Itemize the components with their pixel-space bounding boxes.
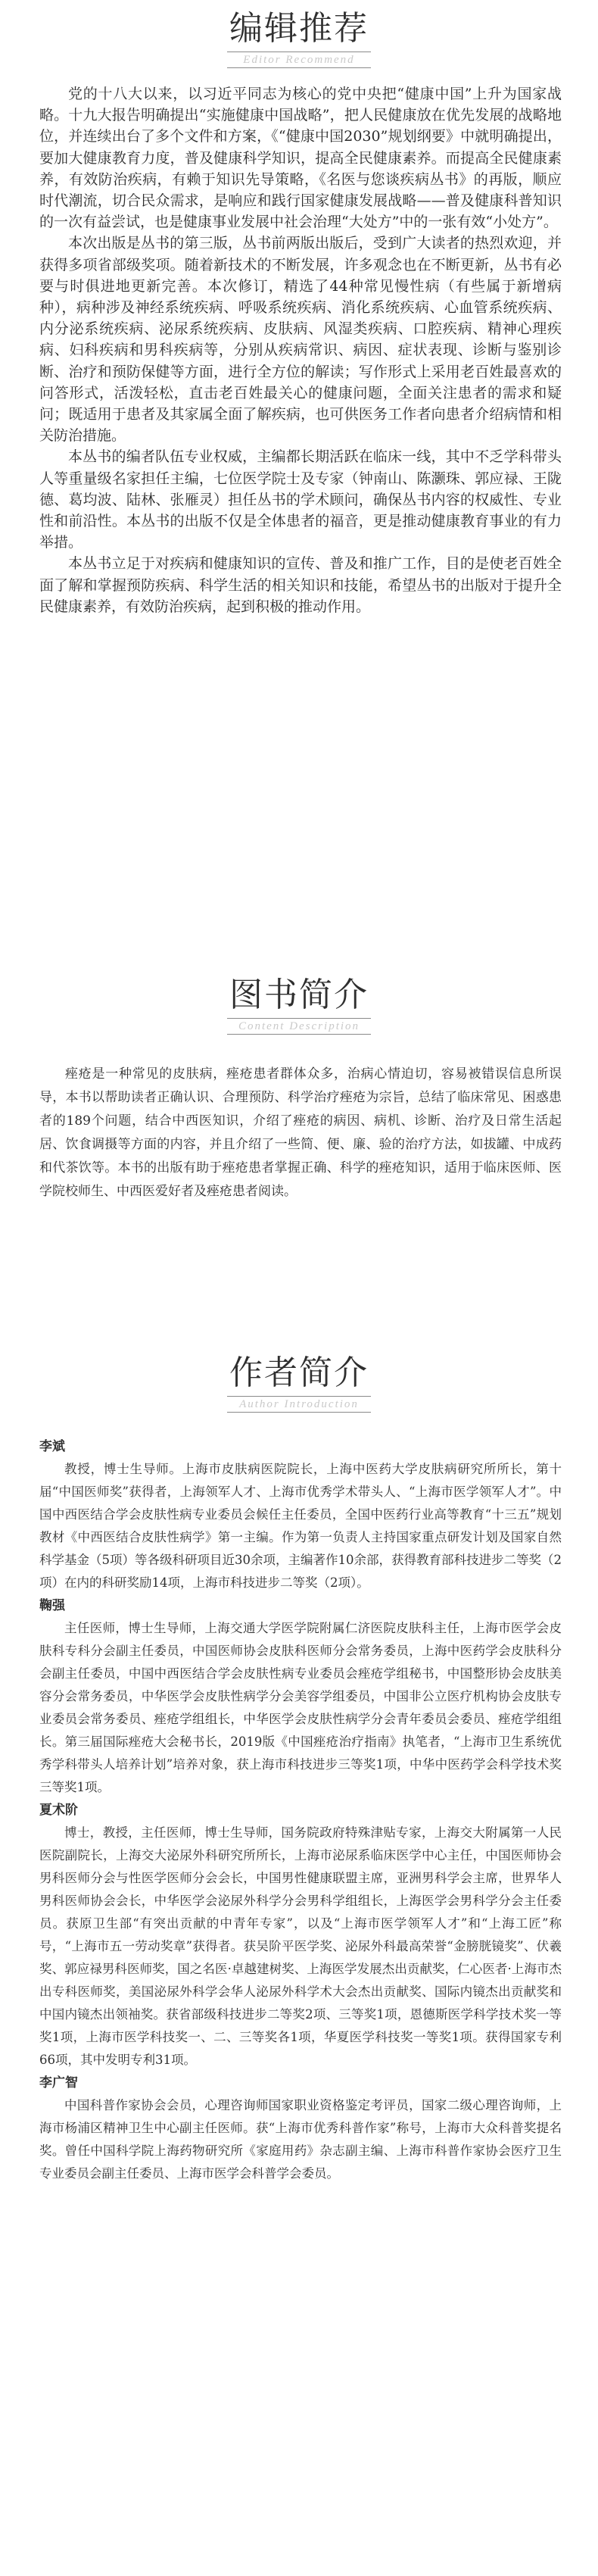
author-entry <box>39 1594 562 1799</box>
section-title: 图书简介 <box>229 976 369 1014</box>
author-list <box>39 1435 562 2185</box>
author-entry <box>39 2072 562 2185</box>
author-name: 李广智 <box>39 2075 78 2090</box>
paragraph: 党的十八大以来，以习近平同志为核心的党中央把“健康中国”上升为国家战略。十九大报告明确提出“实施健康中国战略”，把人民健康放在优先发展的战略地位，并连续出台了多个文件和方案，《“健康中国2030”规划纲要》中就明确提出，要加大健康教育力度，普及健康科学知识，提高全民健康素养。而提高全民健康素养，有效防治疾病，有赖于知识先导策略，《名医与您谈疾病丛书》的再版，顺应时代潮流，切合民众需求，是响应和践行国家健康发展战略——普及健康科普知识的一次有益尝试，也是健康事业发展中社会治理“大处方”中的一张有效“小处方”。 <box>39 86 562 231</box>
section-subtitle: Editor Recommend <box>243 54 355 66</box>
book-description-text <box>39 1063 562 1204</box>
paragraph: 本丛书立足于对疾病和健康知识的宣传、普及和推广工作，目的是使老百姓全面了解和掌握预防疾病、科学生活的相关知识和技能，希望丛书的出版对于提升全民健康素养，有效防治疾病，起到积极的推动作用。 <box>39 555 562 615</box>
author-bio: 主任医师，博士生导师，上海交通大学医学院附属仁济医院皮肤科主任，上海市医学会皮肤科专科分会副主任委员，中国医师协会皮肤科医师分会常务委员，上海中医药学会皮肤科分会副主任委员，中国中西医结合学会皮肤性病专业委员会痤疮学组秘书，中国整形协会皮肤美容分会常务委员，中华医学会皮肤性病学分会美容学组委员，中国非公立医疗机构协会皮肤专业委员会常务委员、痤疮学组组长，中华医学会皮肤性病学分会青年委员会委员、痤疮学组组长。第三届国际痤疮大会秘书长，2019版《中国痤疮治疗指南》执笔者，“上海市卫生系统优秀学科带头人培养计划”培养对象，获上海市科技进步三等奖1项，中华中医药学会科学技术奖三等奖1项。 <box>39 1621 562 1794</box>
section-heading-authors <box>0 1350 598 1410</box>
section-title: 作者简介 <box>229 1354 369 1392</box>
paragraph: 本次出版是丛书的第三版，丛书前两版出版后，受到广大读者的热烈欢迎，并获得多项省部级奖项。随着新技术的不断发展，许多观念也在不断更新，丛书有必要与时俱进地更新完善。本次修订，精选了44种常见慢性病（有些属于新增病种），病种涉及神经系统疾病、呼吸系统疾病、消化系统疾病、心血管系统疾病、内分泌系统疾病、泌尿系统疾病、皮肤病、风湿类疾病、口腔疾病、精神心理疾病、妇科疾病和男科疾病等，分别从疾病常识、病因、症状表现、诊断与鉴别诊断、治疗和预防保健等方面，进行全方位的解读；写作形式上采用老百姓最喜欢的问答形式，活泼轻松，直击老百姓最关心的健康问题，全面关注患者的需求和疑问；既适用于患者及其家属全面了解疾病，也可供医务工作者向患者介绍病情和相关防治措施。 <box>39 235 562 445</box>
author-name: 李斌 <box>39 1439 65 1454</box>
author-bio: 中国科普作家协会会员，心理咨询师国家职业资格鉴定考评员，国家二级心理咨询师，上海市杨浦区精神卫生中心副主任医师。获“上海市优秀科普作家”称号，上海市大众科普奖提名奖。曾任中国科学院上海药物研究所《家庭用药》杂志副主编、上海市科普作家协会医疗卫生专业委员会副主任委员、上海市医学会科普学会委员。 <box>39 2098 562 2181</box>
author-name: 夏术阶 <box>39 1803 78 1818</box>
author-bio: 教授，博士生导师。上海市皮肤病医院院长，上海中医药大学皮肤病研究所所长，第十届“中国医师奖”获得者，上海领军人才、上海市优秀学术带头人、“上海市医学领军人才”。中国中西医结合学会皮肤性病专业委员会候任主任委员，全国中医药行业高等教育“十三五”规划教材《中西医结合皮肤性病学》第一主编。作为第一负责人主持国家重点研发计划及国家自然科学基金（5项）等各级科研项目近30余项，主编著作10余部，获得教育部科技进步二等奖（2项）在内的科研奖励14项，上海市科技进步二等奖（2项）。 <box>39 1462 562 1590</box>
author-name: 鞠强 <box>39 1598 65 1613</box>
section-subtitle: Author Introduction <box>239 1398 359 1410</box>
section-heading-editor <box>0 6 598 65</box>
section-subtitle: Content Description <box>238 1020 360 1032</box>
section-heading-intro <box>0 973 598 1032</box>
paragraph: 痤疮是一种常见的皮肤病，痤疮患者群体众多，治病心情迫切，容易被错误信息所误导，本书以帮助读者正确认识、合理预防、科学治疗痤疮为宗旨，总结了临床常见、困惑患者的189个问题，结合中西医知识，介绍了痤疮的病因、病机、诊断、治疗及日常生活起居、饮食调摄等方面的内容，并且介绍了一些简、便、廉、验的治疗方法，如拔罐、中成药和代茶饮等。本书的出版有助于痤疮患者掌握正确、科学的痤疮知识，适用于临床医师、医学院校师生、中西医爱好者及痤疮患者阅读。 <box>39 1066 562 1199</box>
section-title: 编辑推荐 <box>229 9 369 48</box>
editor-recommend-text <box>39 83 562 617</box>
author-bio: 博士，教授，主任医师，博士生导师，国务院政府特殊津贴专家，上海交大附属第一人民医院副院长，上海交大泌尿外科研究所所长，上海市泌尿系临床医学中心主任，中国医师协会男科医师分会与性医学医师分会会长，中国男性健康联盟主席，亚洲男科学会主席，世界华人男科医师协会会长，中华医学会泌尿外科学分会男科学组组长，上海医学会男科学分会主任委员。获原卫生部“有突出贡献的中青年专家”，以及“上海市医学领军人才”和“上海工匠”称号，“上海市五一劳动奖章”获得者。获吴阶平医学奖、泌尿外科最高荣誉“金膀胱镜奖”、伏羲奖、郭应禄男科医师奖，国之名医·卓越建树奖、上海医学发展杰出贡献奖，仁心医者·上海市杰出专科医师奖，美国泌尿外科学会华人泌尿外科学术大会杰出贡献奖、国际内镜杰出贡献奖和中国内镜杰出领袖奖。获省部级科技进步二等奖2项、三等奖1项，恩德斯医学科学技术奖一等奖1项，上海市医学科技奖一、二、三等奖各1项，华夏医学科技奖一等奖1项。获得国家专利66项，其中发明专利31项。 <box>39 1825 562 2067</box>
paragraph: 本丛书的编者队伍专业权威，主编都长期活跃在临床一线，其中不乏学科带头人等重量级名家担任主编，七位医学院士及专家（钟南山、陈灏珠、郭应禄、王陇德、葛均波、陆林、张雁灵）担任丛书的学术顾问，确保丛书内容的权威性、专业性和前沿性。本丛书的出版不仅是全体患者的福音，更是推动健康教育事业的有力举措。 <box>39 448 562 551</box>
author-entry <box>39 1799 562 2072</box>
author-entry <box>39 1435 562 1594</box>
